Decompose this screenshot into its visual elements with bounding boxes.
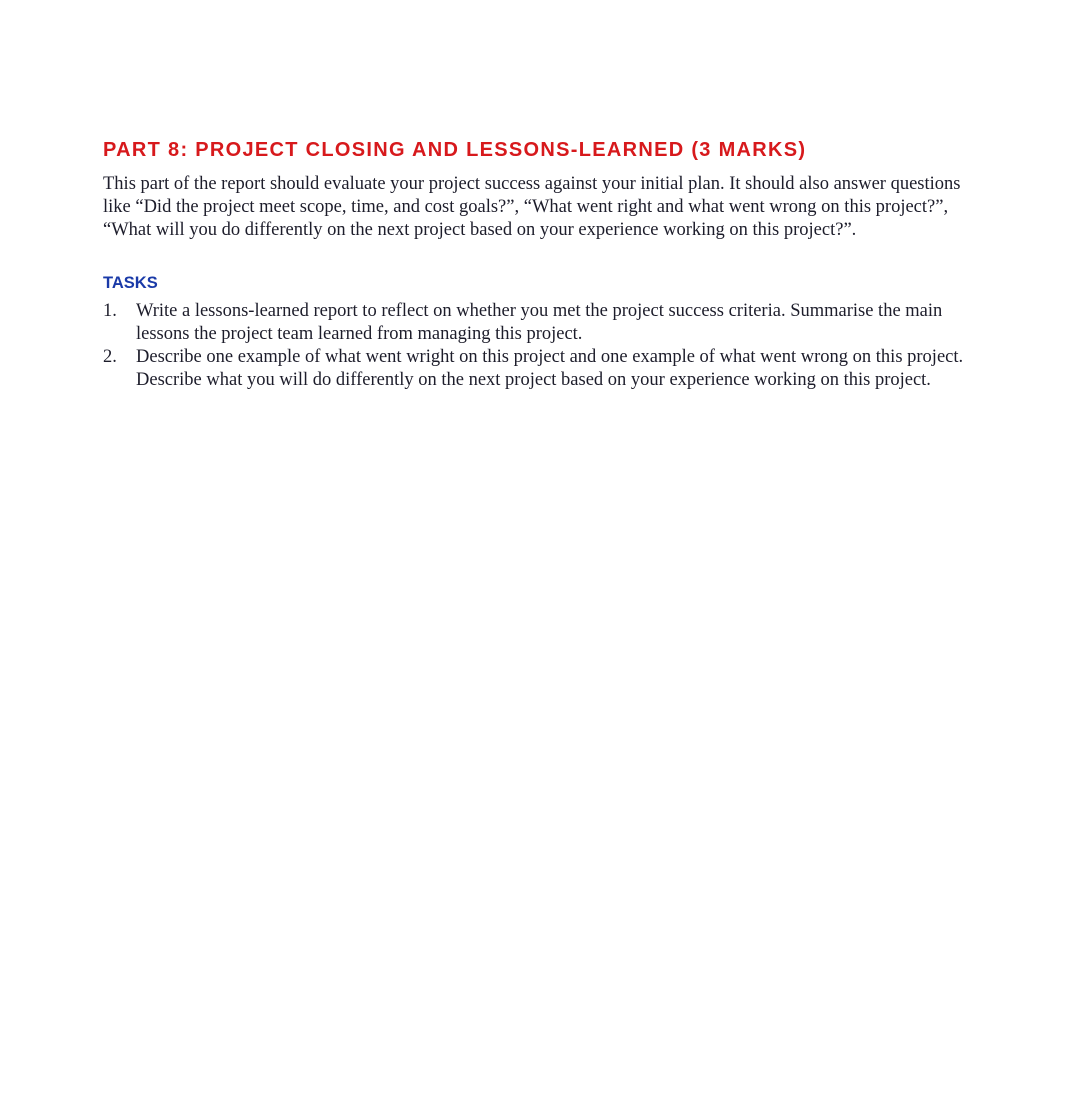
task-item-1 — [103, 300, 965, 346]
tasks-heading: TASKS — [103, 274, 158, 292]
task-number: 1. — [103, 301, 117, 321]
task-text: Write a lessons-learned report to reflect on whether you met the project success criteria. Summarise the main lessons the project team learned from managing this project. — [136, 301, 943, 344]
intro-paragraph: This part of the report should evaluate your project success against your initial plan. It should also answer questions like “Did the project meet scope, time, and cost goals?”, “What went right and what went wrong on this project?”, “What will you do differently on the next project based on your experience working on this project?”. — [103, 174, 961, 240]
part-heading: PART 8: PROJECT CLOSING AND LESSONS-LEARNED (3 MARKS) — [103, 139, 807, 161]
task-number: 2. — [103, 347, 117, 367]
document-page — [103, 137, 965, 392]
task-list — [103, 300, 965, 392]
task-text: Describe one example of what went wright on this project and one example of what went wrong on this project. Describe what you will do differently on the next project based on your experience working on this project. — [136, 347, 964, 390]
task-item-2 — [103, 346, 965, 392]
